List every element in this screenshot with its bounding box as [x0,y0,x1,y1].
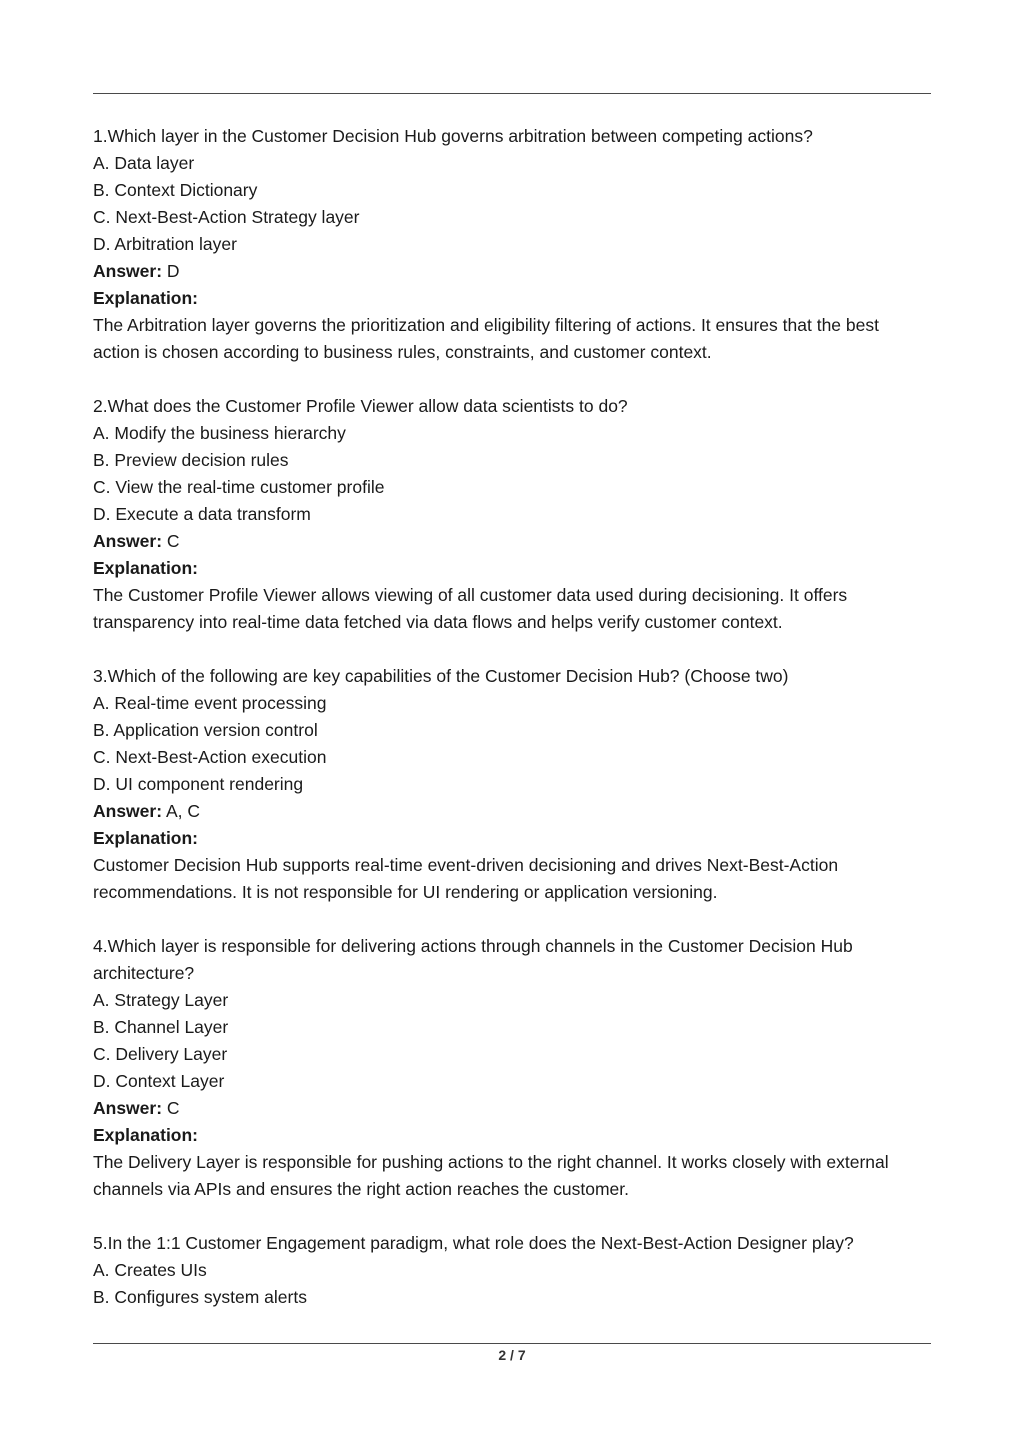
option-b: B. Application version control [93,720,318,740]
question-text: 2.What does the Customer Profile Viewer allow data scientists to do? [93,396,628,416]
option-b: B. Channel Layer [93,1017,229,1037]
page-number: 2 / 7 [498,1347,526,1363]
explanation-label: Explanation: [93,1125,199,1145]
explanation-label: Explanation: [93,828,199,848]
option-a: A. Strategy Layer [93,990,229,1010]
option-b: B. Preview decision rules [93,450,289,470]
option-d: D. UI component rendering [93,774,304,794]
option-b: B. Configures system alerts [93,1287,307,1307]
question-block [93,1230,928,1311]
option-a: A. Modify the business hierarchy [93,423,346,443]
question-block [93,393,928,636]
option-c: C. Next-Best-Action execution [93,747,327,767]
option-d: D. Context Layer [93,1071,225,1091]
question-block [93,123,928,366]
option-b: B. Context Dictionary [93,180,258,200]
option-d: D. Arbitration layer [93,234,237,254]
document-body [93,123,928,1338]
explanation-text: The Delivery Layer is responsible for pushing actions to the right channel. It works closely with external channels via APIs and ensures the right action reaches the customer. [93,1152,889,1199]
question-text: 3.Which of the following are key capabilities of the Customer Decision Hub? (Choose two) [93,666,789,686]
answer-value: D [166,261,180,281]
option-c: C. View the real-time customer profile [93,477,385,497]
explanation-text: Customer Decision Hub supports real-time event-driven decisioning and drives Next-Best-Action recommendations. It is not responsible for UI rendering or application versioning. [93,855,839,902]
footer-rule [93,1343,931,1344]
answer-label: Answer: [93,801,163,821]
answer-label: Answer: [93,261,163,281]
explanation-text: The Arbitration layer governs the prioritization and eligibility filtering of actions. It ensures that the best action is chosen according to business rules, constraints, and customer context. [93,315,879,362]
option-d: D. Execute a data transform [93,504,311,524]
answer-label: Answer: [93,531,163,551]
option-c: C. Next-Best-Action Strategy layer [93,207,360,227]
answer-label: Answer: [93,1098,163,1118]
option-a: A. Data layer [93,153,195,173]
question-block [93,933,928,1203]
answer-line [93,258,928,285]
question-block [93,663,928,906]
answer-line [93,528,928,555]
option-a: A. Creates UIs [93,1260,207,1280]
answer-value: A, C [165,801,200,821]
question-text: 5.In the 1:1 Customer Engagement paradigm, what role does the Next-Best-Action Designer play? [93,1233,854,1253]
answer-line [93,798,928,825]
answer-line [93,1095,928,1122]
explanation-label: Explanation: [93,558,199,578]
answer-value: C [166,1098,180,1118]
explanation-label: Explanation: [93,288,199,308]
header-rule [93,93,931,94]
answer-value: C [166,531,180,551]
question-text: 4.Which layer is responsible for delivering actions through channels in the Customer Decision Hub architecture? [93,936,853,983]
option-c: C. Delivery Layer [93,1044,228,1064]
question-text: 1.Which layer in the Customer Decision Hub governs arbitration between competing actions? [93,126,813,146]
explanation-text: The Customer Profile Viewer allows viewing of all customer data used during decisioning. It offers transparency into real-time data fetched via data flows and helps verify customer context. [93,585,848,632]
option-a: A. Real-time event processing [93,693,327,713]
